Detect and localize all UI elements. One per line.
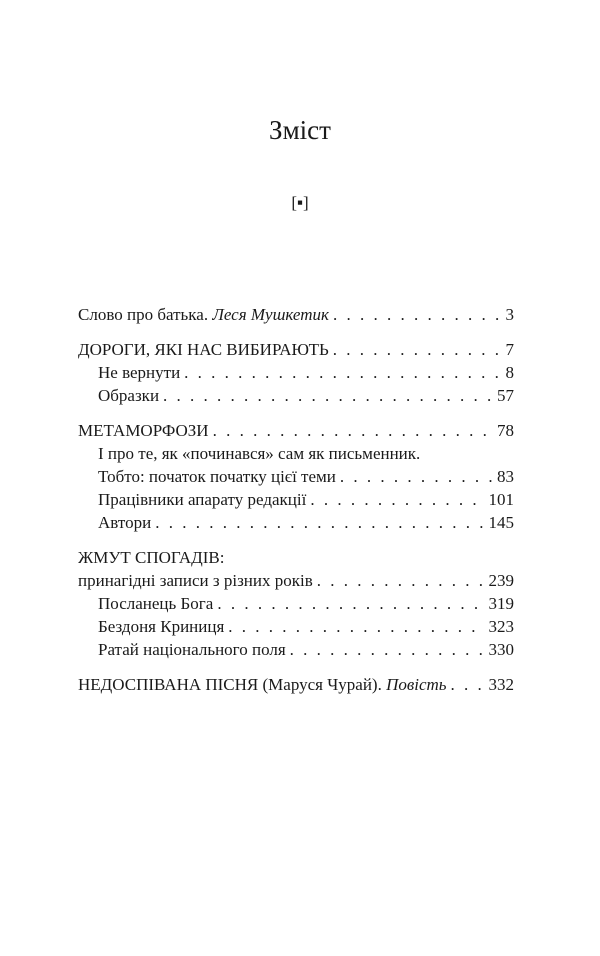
table-of-contents xyxy=(78,303,514,696)
toc-entry-title: Ратай національного поля xyxy=(98,640,286,659)
toc-leader-dots xyxy=(290,638,485,661)
toc-entry-bezdonya[interactable] xyxy=(78,615,514,638)
toc-page-number: 330 xyxy=(488,640,514,659)
toc-entry-author: Леся Мушкетик xyxy=(212,305,329,324)
toc-page-number: 7 xyxy=(505,340,514,359)
toc-entry-title: МЕТАМОРФОЗИ xyxy=(78,421,209,440)
toc-entry-slovo-pro-batka[interactable] xyxy=(78,303,514,326)
ornament-divider: [▪] xyxy=(291,193,309,212)
toc-entry-title-line: ЖМУТ СПОГАДІВ: xyxy=(78,548,225,567)
toc-page-number: 239 xyxy=(488,571,514,590)
toc-leader-dots xyxy=(333,303,502,326)
toc-entry-title: Слово про батька. Леся Мушкетик xyxy=(78,305,329,324)
toc-leader-dots xyxy=(317,569,485,592)
toc-entry-title: ДОРОГИ, ЯКІ НАС ВИБИРАЮТЬ xyxy=(78,340,329,359)
toc-entry-title: Образки xyxy=(98,386,160,405)
toc-page-number: 78 xyxy=(497,421,514,440)
toc-entry-nedospivana[interactable] xyxy=(78,673,514,696)
toc-entry-dorohy[interactable] xyxy=(78,338,514,361)
toc-leader-dots xyxy=(451,673,485,696)
toc-entry-title: Автори xyxy=(98,513,152,532)
toc-entry-title: Бездоня Криниця xyxy=(98,617,225,636)
toc-entry-ratai[interactable] xyxy=(78,638,514,661)
toc-leader-dots xyxy=(228,615,484,638)
toc-entry-title: Працівники апарату редакції xyxy=(98,490,307,509)
toc-entry-poslanets[interactable] xyxy=(78,592,514,615)
page-title: Зміст xyxy=(269,115,331,145)
toc-leader-dots xyxy=(333,338,502,361)
toc-page-number: 57 xyxy=(497,386,514,405)
toc-page-number: 101 xyxy=(488,490,514,509)
toc-entry-title: Тобто: початок початку цієї теми xyxy=(98,467,336,486)
toc-entry-metamorfozy[interactable] xyxy=(78,419,514,442)
toc-entry-pochatok[interactable] xyxy=(78,465,514,488)
toc-entry-ne-vernuty[interactable] xyxy=(78,361,514,384)
toc-page-number: 145 xyxy=(488,513,514,532)
toc-entry-title-line: І про те, як «починався» сам як письменник. xyxy=(98,444,421,463)
toc-leader-dots xyxy=(155,511,484,534)
toc-leader-dots xyxy=(184,361,501,384)
toc-entry-title: Посланець Бога xyxy=(98,594,214,613)
toc-leader-dots xyxy=(310,488,484,511)
toc-leader-dots xyxy=(213,419,493,442)
toc-leader-dots xyxy=(163,384,493,407)
toc-entry-avtory[interactable] xyxy=(78,511,514,534)
toc-page-number: 83 xyxy=(497,467,514,486)
toc-entry-title: Не вернути xyxy=(98,363,181,382)
toc-entry-genre: Повість xyxy=(386,675,447,694)
toc-page-number: 8 xyxy=(505,363,514,382)
toc-entry-obrazky[interactable] xyxy=(78,384,514,407)
toc-leader-dots xyxy=(217,592,484,615)
toc-page-number: 319 xyxy=(488,594,514,613)
toc-leader-dots xyxy=(340,465,493,488)
toc-entry-zapysy[interactable] xyxy=(78,569,514,592)
toc-page-number: 332 xyxy=(488,675,514,694)
toc-entry-title: принагідні записи з різних років xyxy=(78,571,313,590)
toc-page-number: 323 xyxy=(488,617,514,636)
toc-page-number: 3 xyxy=(505,305,514,324)
toc-entry-title: НЕДОСПІВАНА ПІСНЯ (Маруся Чурай). Повість xyxy=(78,675,447,694)
toc-entry-pratsivnyky[interactable] xyxy=(78,488,514,511)
